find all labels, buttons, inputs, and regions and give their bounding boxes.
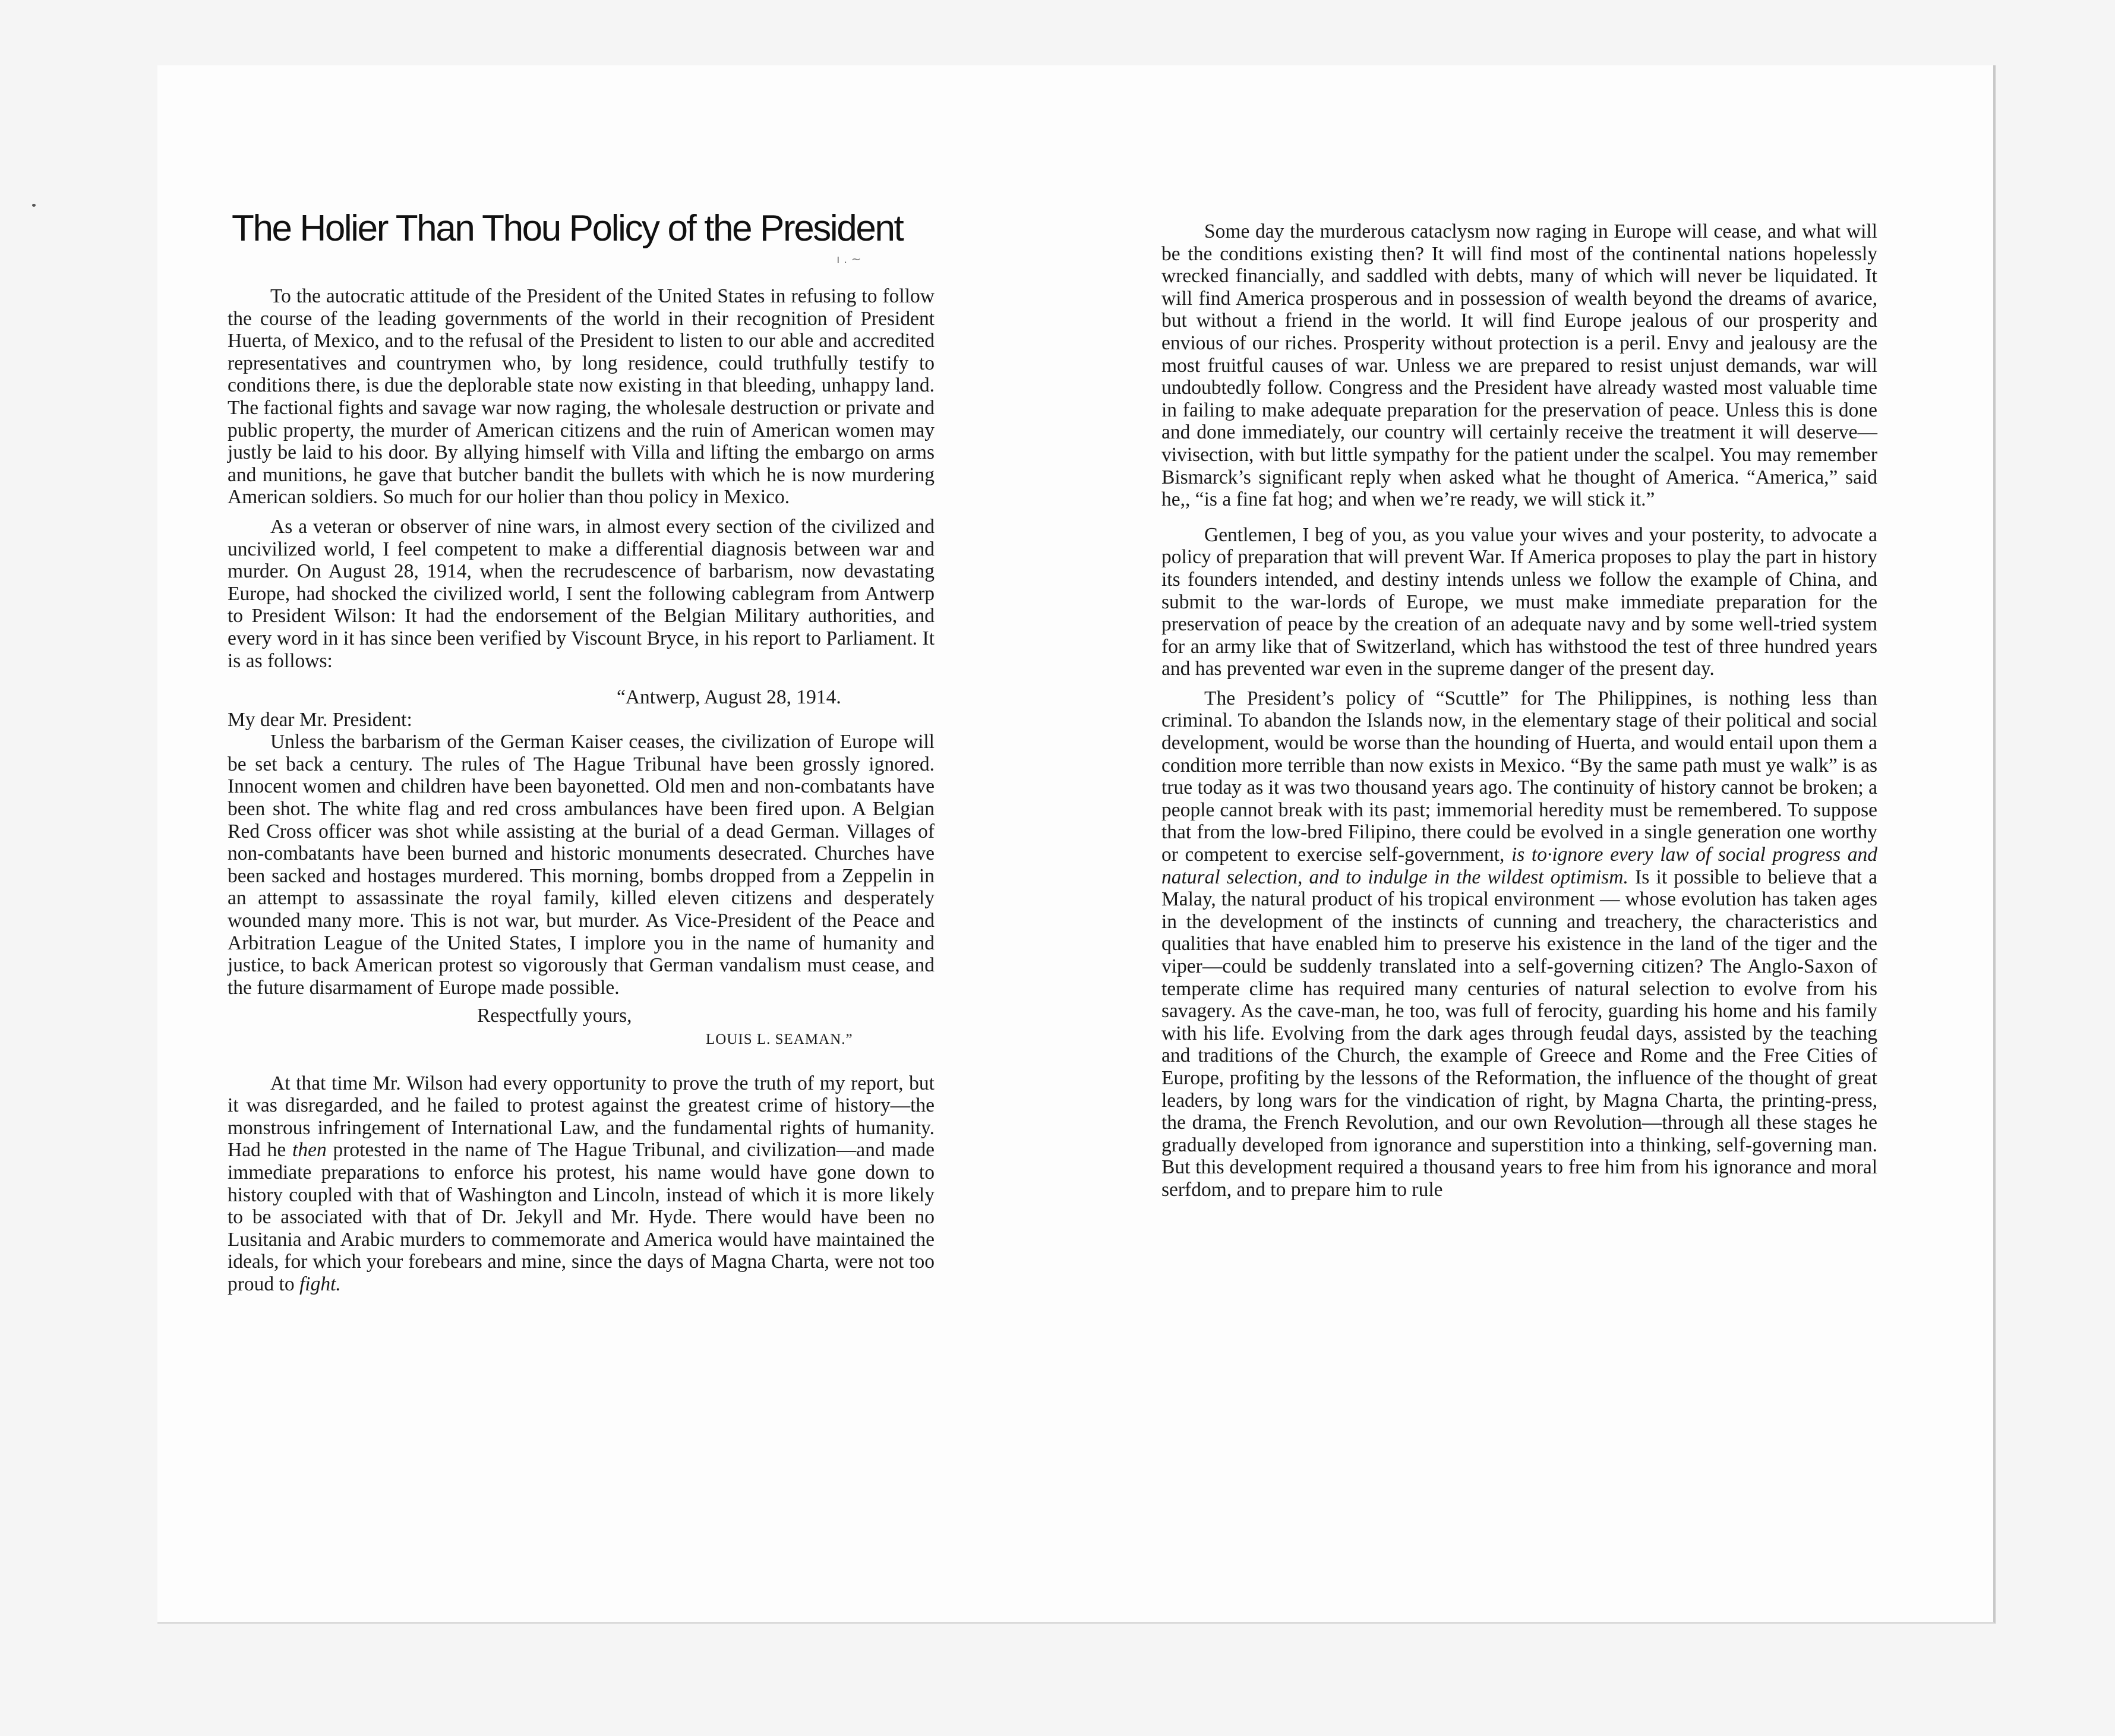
paragraph-philippines — [1161, 687, 1877, 1201]
letter-salutation: My dear Mr. President: — [228, 708, 412, 731]
paragraph-huerta: To the autocratic attitude of the President of the United States in refusing to follow the course of the leading governments of the world in their recognition of President Huerta, of Mexico, and to the refusal of the President to listen to our able and accredited representatives and countrymen who, by long residence, could truthfully testify to conditions there, is due the deplorable state now existing in that bleeding, unhappy land. The factional fights and savage war now raging, the wholesale destruction or private and public property, the murder of American citizens and the ruin of American women may justly be laid to his door. By allying himself with Villa and lifting the embargo on arms and munitions, he gave that butcher bandit the bullets with which he is now murdering American soldiers. So much for our holier than thou policy in Mexico. — [228, 285, 935, 509]
paragraph-preparation: Gentlemen, I beg of you, as you value your wives and your posterity, to advocate a policy of preparation that will prevent War. If America proposes to play the part in history its founders intended, and destiny intends unless we follow the example of China, and submit to the war-lords of Europe, we must make immediate preparation for the preservation of peace by the creation of an adequate navy and by some well-tried system for an army like that of Switzerland, which has withstood the test of three hundred years and has prevented war even in the supreme danger of the present day. — [1161, 523, 1877, 680]
letter-closing: Respectfully yours, — [477, 1005, 632, 1027]
right-column — [1161, 220, 1877, 1201]
scan-speck — [32, 204, 36, 207]
left-column — [228, 285, 935, 1296]
paragraph-wilson-part-2: protested in the name of The Hague Tribunal, and civilization—and made immediate preparations to enforce his protest, his name would have gone down to history coupled with that of Washington and Lincoln, instead of which it is more likely to be associated with that of Dr. Jekyll and Mr. Hyde. There would have been no Lusitania and Arabic murders to commemorate and America would have maintained the ideals, for which your forebears and mine, since the days of Magna Charta, were not too proud to — [228, 1139, 935, 1295]
paragraph-philippines-part-2: Is it possible to believe that a Malay, the natural product of his tropical environment — whose evolution has taken ages in the development of the instincts of cunning and treachery, the characteristics and qualities that have enabled him to preserve his existence in the land of the tiger and the viper—could be suddenly translated into a self-governing citizen? The Anglo-Saxon of temperate clime has required many centuries of natural selection to evolve from his savagery. As the cave-man, he too, was full of ferocity, guarding his home and his family with his life. Evolving from the dark ages through feudal days, assisted by the teaching and traditions of the Church, the example of Greece and Rome and the Free Cities of Europe, profiting by the lessons of the Reformation, the influence of the thought of great leaders, by long wars for the vindication of right, by Magna Charta, the printing-press, the drama, the French Revolution, and our own Revolution—through all these stages he gradually developed from ignorance and superstition into a thinking, self-governing man. But this development required a thousand years to free him from his ignorance and moral serfdom, and to prepare him to rule — [1161, 866, 1877, 1201]
paragraph-wilson — [228, 1072, 935, 1296]
letter-signature: LOUIS L. SEAMAN.” — [706, 1031, 853, 1047]
emphasis-fight: fight. — [299, 1273, 341, 1295]
emphasis-ignore-law: is to·ignore every law of social progress and natural selection, and to indulge in the wildest optimism. — [1161, 844, 1877, 888]
paragraph-philippines-part-1: The President’s policy of “Scuttle” for The Philippines, is nothing less than criminal. To abandon the Islands now, in the elementary stage of their political and social development, would be worse than the hounding of Huerta, and would entail upon them a condition more terrible than now exists in Mexico. “By the same path must ye walk” is as true today as it was two thousand years ago. The continuity of history cannot be broken; a people cannot break with its past; immemorial heredity must be remembered. To suppose that from the low-bred Filipino, there could be evolved in a single generation one worthy or competent to exercise self-government, — [1161, 687, 1877, 866]
paragraph-nine-wars: As a veteran or observer of nine wars, in almost every section of the civilized and uncivilized world, I feel competent to make a differential diagnosis between war and murder. On August 28, 1914, when the recrudescence of barbarism, now devastating Europe, had shocked the civilized world, I sent the following cablegram from Antwerp to President Wilson: It had the endorsement of the Belgian Military authorities, and every word in it has since been verified by Viscount Bryce, in his report to Parliament. It is as follows: — [228, 515, 935, 672]
paragraph-wilson-part-1: At that time Mr. Wilson had every opportunity to prove the truth of my report, but it was disregarded, and he failed to protest against the greatest crime of history—the monstrous infringement of International Law, and the fundamental rights of humanity. Had he — [228, 1072, 935, 1161]
paragraph-cataclysm: Some day the murderous cataclysm now raging in Europe will cease, and what will be the conditions existing then? It will find most of the continental nations hopelessly wrecked financially, and saddled with debts, many of which will never be liquidated. It will find America prosperous and in possession of wealth beyond the dreams of avarice, but without a friend in the world. It will find Europe jealous of our prosperity and envious of our riches. Prosperity without protection is a peril. Envy and jealousy are the most fruitful causes of war. Unless we are prepared to resist unjust demands, war will undoubtedly follow. Congress and the President have already wasted most valuable time in failing to make adequate preparation for the preservation of peace. Unless this is done and done immediately, our country will certainly receive the treatment it will deserve—vivisection, with but little sympathy for the patient under the scalpel. You may remember Bismarck’s significant reply when asked what he thought of America. “America,” said he,, “is a fine fat hog; and when we’re ready, we will stick it.” — [1161, 220, 1877, 511]
letter-body: Unless the barbarism of the German Kaiser ceases, the civilization of Europe will be set back a century. The rules of The Hague Tribunal have been grossly ignored. Innocent women and children have been bayonetted. Old men and non-combatants have been shot. The white flag and red cross ambulances have been fired upon. A Belgian Red Cross officer was shot while assisting at the burial of a dead German. Villages of non-combatants have been burned and historic monuments desecrated. Churches have been sacked and hostages murdered. This morning, bombs dropped from a Zeppelin in an attempt to assassinate the royal family, killed eleven citizens and desperately wounded many more. This is not war, but murder. As Vice-President of the Peace and Arbitration League of the United States, I implore you in the name of humanity and justice, to back American protest so vigorously that German vandalism must cease, and the future disarmament of Europe made possible. — [228, 731, 935, 999]
page-title: The Holier Than Thou Policy of the President — [232, 208, 903, 249]
title-mark: ı . ~ — [836, 252, 861, 266]
letter-date: “Antwerp, August 28, 1914. — [617, 686, 841, 709]
emphasis-then: then — [292, 1139, 327, 1161]
